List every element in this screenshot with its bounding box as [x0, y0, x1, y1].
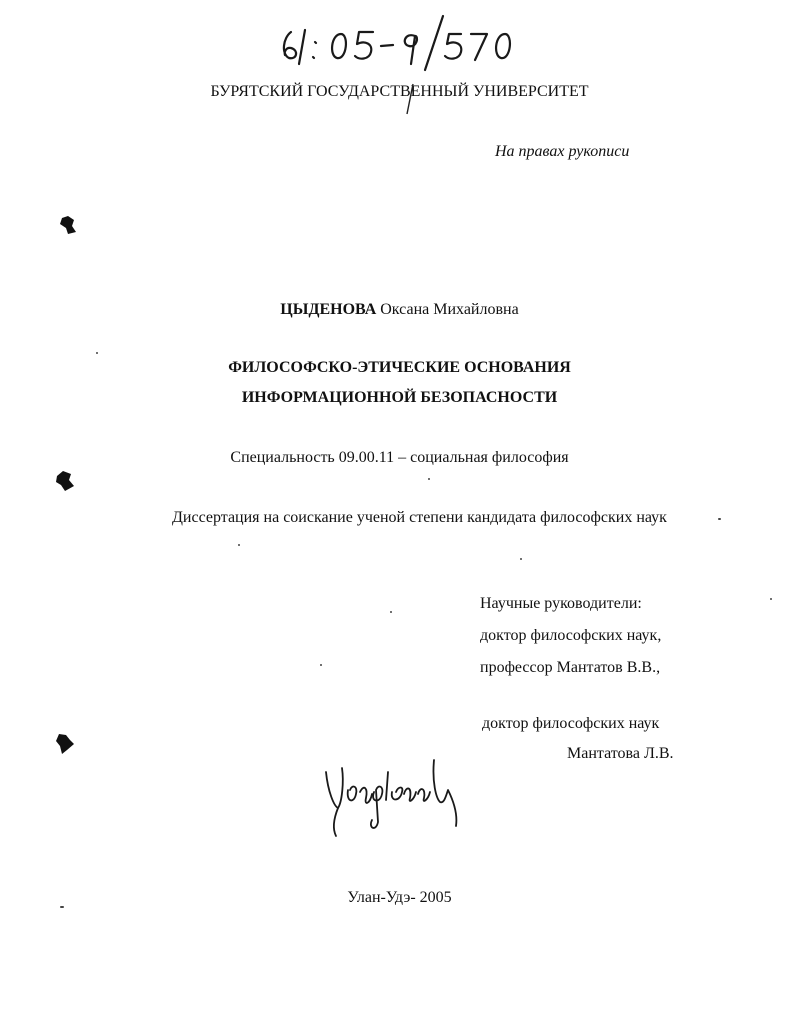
punch-hole-mark-icon: [58, 212, 80, 238]
scan-speck: [520, 558, 522, 560]
scan-speck: [238, 544, 240, 546]
author-line: [0, 300, 799, 320]
supervisors-heading: Научные руководители:: [480, 595, 642, 612]
supervisor-1-degree: доктор философских наук,: [480, 627, 662, 644]
specialty: Специальность 09.00.11 – социальная философия: [230, 449, 569, 466]
scan-speck: [718, 518, 721, 520]
scan-speck: [428, 478, 430, 480]
supervisor-2-name: Мантатова Л.В.: [567, 745, 674, 762]
supervisor-2-degree: доктор философских наук: [482, 715, 660, 732]
scan-speck: [770, 598, 772, 600]
degree-statement: Диссертация на соискание ученой степени кандидата философских наук: [172, 509, 667, 526]
scan-speck: [390, 611, 392, 613]
scan-speck: [96, 352, 98, 354]
handwritten-archive-code: [275, 12, 525, 72]
author-given-names: Оксана Михайловна: [380, 301, 519, 318]
supervisor-1-name: профессор Мантатов В.В.,: [480, 659, 661, 676]
scan-speck: [320, 664, 322, 666]
dissertation-title-line-1: ФИЛОСОФСКО-ЭТИЧЕСКИЕ ОСНОВАНИЯ: [228, 359, 571, 376]
pen-mark: [405, 82, 415, 116]
author-surname: ЦЫДЕНОВА: [280, 301, 377, 318]
manuscript-note: На правах рукописи: [495, 143, 630, 160]
dissertation-title-line-2: ИНФОРМАЦИОННОЙ БЕЗОПАСНОСТИ: [241, 389, 558, 406]
place-and-year: Улан-Удэ- 2005: [347, 889, 452, 906]
university-name: БУРЯТСКИЙ ГОСУДАРСТВЕННЫЙ УНИВЕРСИТЕТ: [210, 83, 589, 100]
punch-hole-mark-icon: [54, 468, 76, 494]
scan-speck: [60, 906, 64, 908]
punch-hole-mark-icon: [54, 730, 76, 756]
author-signature: [318, 742, 468, 842]
